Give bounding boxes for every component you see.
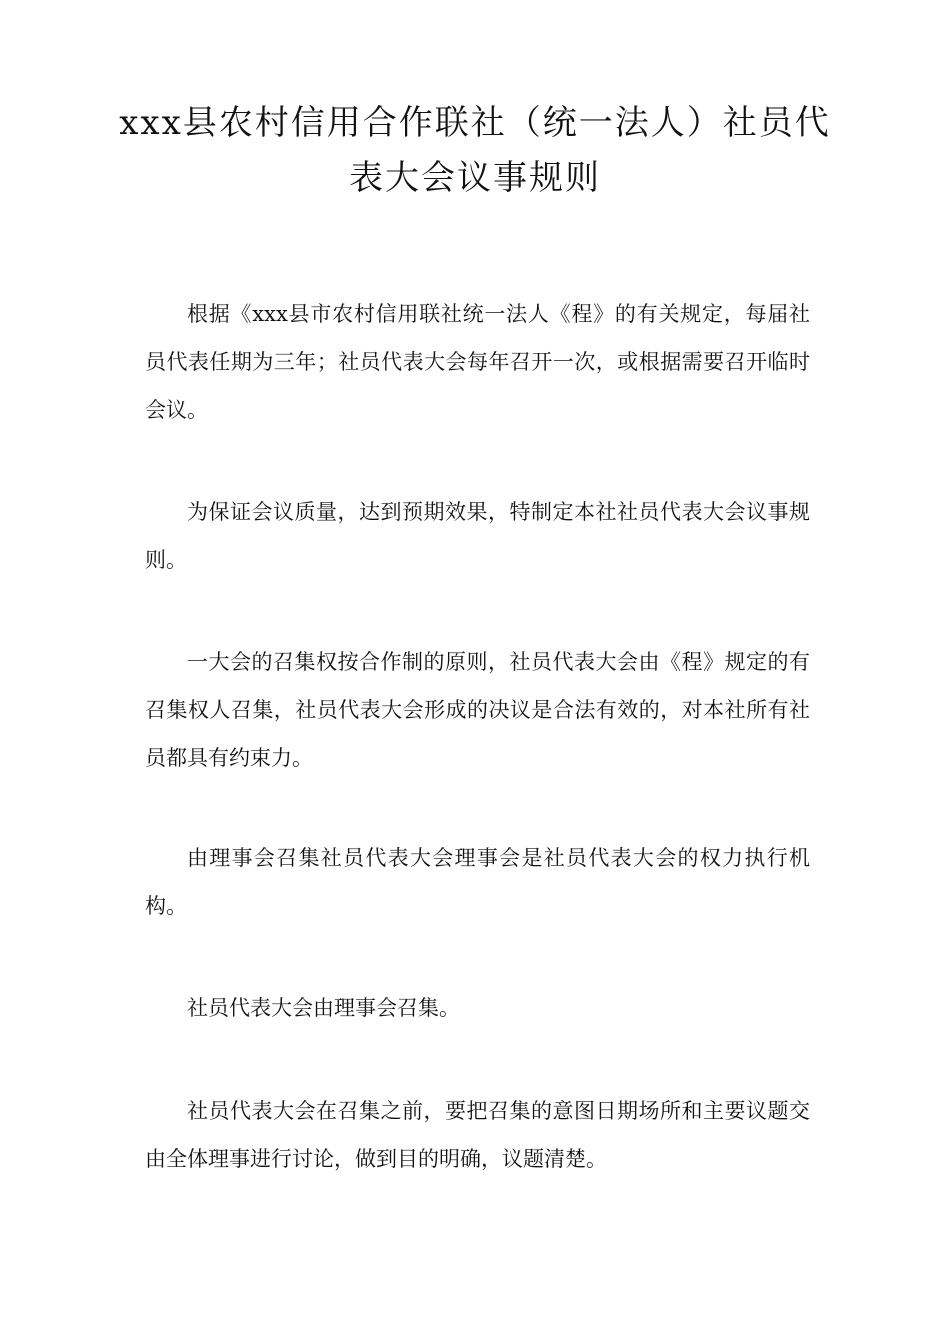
paragraph-convened-by-board: 社员代表大会由理事会召集。 (187, 996, 460, 1020)
document-title: xxx县农村信用合作联社（统一法人）社员代表大会议事规则 (119, 103, 831, 198)
paragraph-convening-right: 一大会的召集权按合作制的原则，社员代表大会由《程》规定的有召集权人召集，社员代表大会形成的决议是合法有效的，对本社所有社员都具有约束力。 (145, 650, 810, 770)
paragraph-term-and-meetings: 根据《xxx县市农村信用联社统一法人《程》的有关规定，每届社员代表任期为三年；社员代表大会每年召开一次，或根据需要召开临时会议。 (145, 302, 810, 422)
paragraph-board-role: 由理事会召集社员代表大会理事会是社员代表大会的权力执行机构。 (145, 846, 810, 918)
paragraph-purpose: 为保证会议质量，达到预期效果，特制定本社社员代表大会议事规则。 (145, 500, 810, 572)
paragraph-pre-meeting-discussion: 社员代表大会在召集之前，要把召集的意图日期场所和主要议题交由全体理事进行讨论，做到目的明确，议题清楚。 (145, 1099, 810, 1171)
